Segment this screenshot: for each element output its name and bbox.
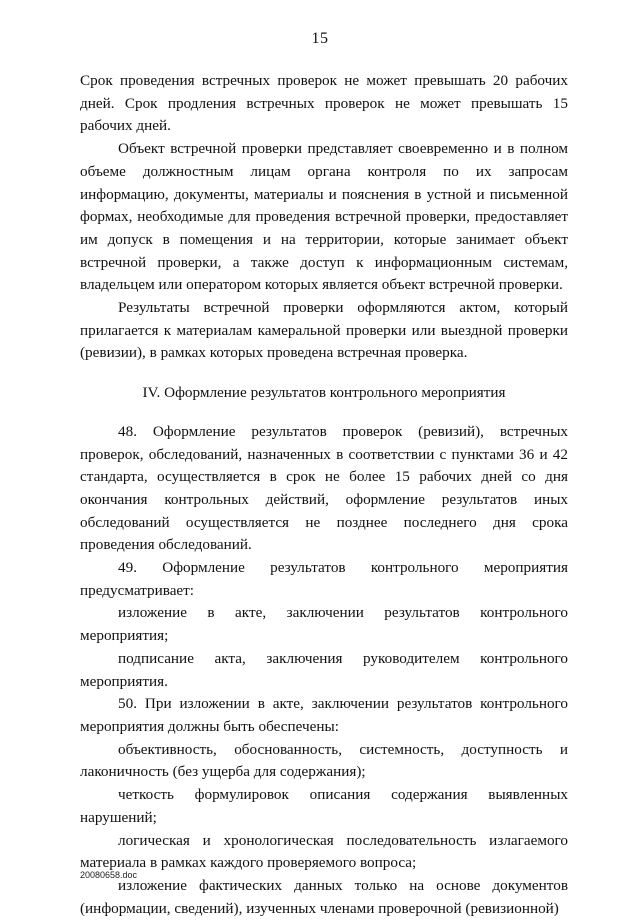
section-heading: IV. Оформление результатов контрольного мероприятия [142, 384, 506, 402]
paragraph-50-item-d: изложение фактических данных только на основе документов (информации, сведений), изученных членами проверочной (ревизионной) [80, 876, 568, 917]
document-body [80, 70, 568, 920]
paragraph-50-intro: 50. При изложении в акте, заключении результатов контрольного мероприятия должны быть обеспечены: [80, 695, 568, 735]
paragraph-49-item-a: изложение в акте, заключении результатов контрольного мероприятия; [80, 604, 568, 645]
paragraph-50-item-a: объективность, обоснованность, системность, доступность и лаконичность (без ущерба для содержания); [80, 740, 568, 781]
paragraph-object-obligations: Объект встречной проверки представляет своевременно и в полном объеме должностным лицам органа контроля по их запросам информацию, документы, материалы и пояснения в устной и письменной формах, необходимые для проведения встречной проверки, предоставляет им допуск в помещения и на территории, которые занимает объект встречной проверки, а также доступ к информационным системам, владельцем или оператором которых является объект встречной проверки. [80, 140, 568, 294]
paragraph-50-item-b: четкость формулировок описания содержания выявленных нарушений; [80, 786, 568, 826]
paragraph-49-item-b: подписание акта, заключения руководителем контрольного мероприятия. [80, 649, 568, 690]
footer-file-code: 20080658.doc [80, 870, 138, 880]
paragraph-term-limits: Срок проведения встречных проверок не может превышать 20 рабочих дней. Срок продления встречных проверок не может превышать 15 рабочих дней. [80, 72, 568, 135]
paragraph-48: 48. Оформление результатов проверок (ревизий), встречных проверок, обследований, назначенных в соответствии с пунктами 36 и 42 стандарта, осуществляется в срок не более 15 рабочих дней со дня окончания контрольных действий, оформление результатов иных обследований осуществляется не позднее последнего дня срока проведения обследований. [80, 422, 568, 554]
paragraph-50-item-c: логическая и хронологическая последовательность излагаемого материала в рамках каждого проверяемого вопроса; [80, 831, 568, 872]
page-number: 15 [311, 30, 329, 47]
paragraph-49-intro: 49. Оформление результатов контрольного мероприятия предусматривает: [80, 559, 568, 599]
paragraph-counter-check-results: Результаты встречной проверки оформляются актом, который прилагается к материалам камеральной проверки или выездной проверки (ревизии), в рамках которых проведена встречная проверка. [80, 299, 568, 362]
